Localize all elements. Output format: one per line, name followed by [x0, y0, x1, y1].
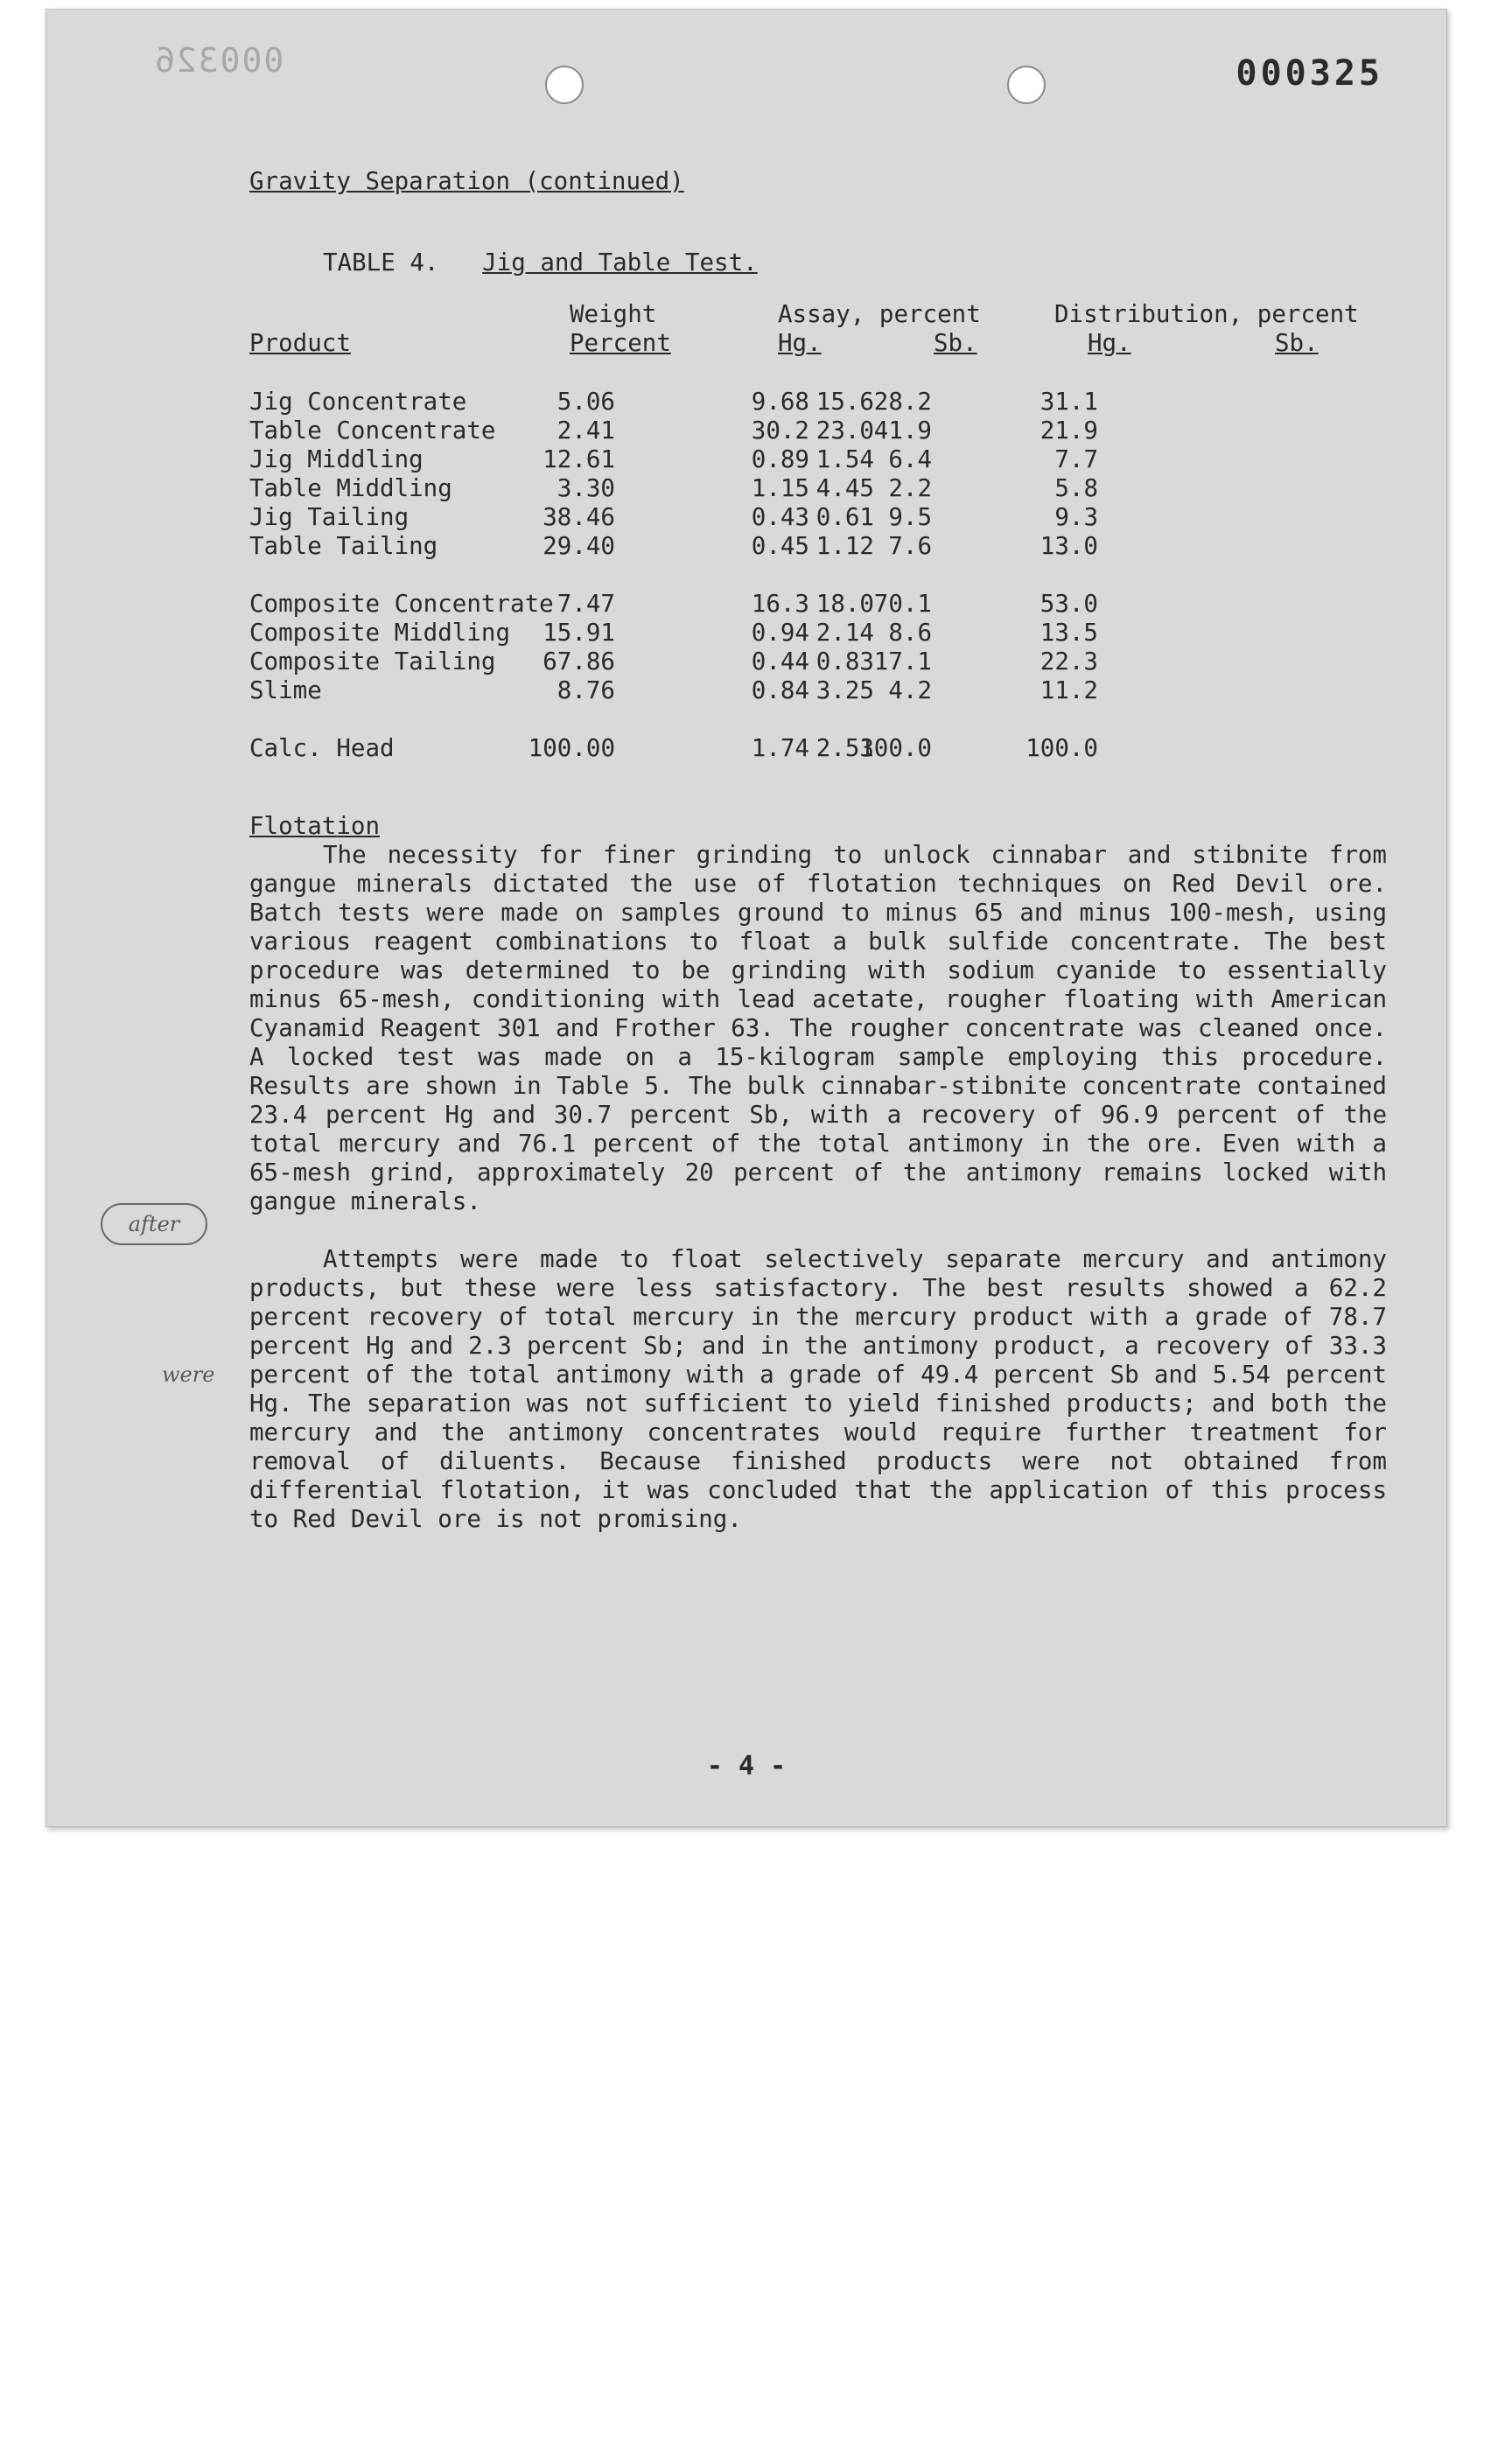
page-content — [249, 167, 1387, 1534]
header-dist-hg: Hg. — [1088, 329, 1131, 357]
document-page — [46, 9, 1447, 1827]
header-dist-sb: Sb. — [1275, 329, 1319, 357]
table-row — [249, 503, 1387, 532]
section-title: Gravity Separation (continued) — [249, 167, 684, 195]
table-row — [249, 619, 1387, 648]
cell-weight-percent: 12.61 — [542, 445, 615, 473]
cell-assay-hg: 0.44 — [751, 648, 809, 676]
cell-distribution-hg: 17.1 — [873, 648, 932, 676]
cell-assay-hg: 0.89 — [751, 445, 809, 473]
cell-assay-hg: 0.94 — [751, 619, 809, 647]
table-body — [249, 388, 1387, 763]
header-distribution: Distribution, percent — [1054, 300, 1359, 328]
table-row — [249, 416, 1387, 445]
cell-product: Table Middling — [249, 474, 452, 502]
cell-distribution-sb: 11.2 — [1040, 676, 1098, 704]
cell-product: Table Tailing — [249, 532, 438, 560]
cell-assay-sb: 2.53 — [816, 734, 874, 762]
cell-product: Table Concentrate — [249, 416, 496, 444]
cell-distribution-sb: 7.7 — [1054, 445, 1098, 473]
cell-assay-hg: 30.2 — [751, 416, 809, 444]
handwritten-note-were: were — [162, 1362, 215, 1387]
flotation-paragraph-1: The necessity for finer grinding to unlock cinnabar and stibnite from gangue minerals dictated the use of flotation techniques on Red Devil ore. Batch tests were made on samples ground to minus 65 and minus 100-mesh, using various reagent combinations to float a bulk sulfide concentrate. The best procedure was determined to be grinding with sodium cyanide to essentially minus 65-mesh, conditioning with lead acetate, rougher floating with American Cyanamid Reagent 301 and Frother 63. The rougher concentrate was cleaned once. A locked test was made on a 15-kilogram sample employing this procedure. Results are shown in Table 5. The bulk cinnabar-stibnite concentrate contained 23.4 percent Hg and 30.7 percent Sb, with a recovery of 96.9 percent of the total mercury and 76.1 percent of the total antimony in the ore. Even with a 65-mesh grind, approximately 20 percent of the antimony remains locked with gangue minerals. — [249, 841, 1387, 1215]
cell-product: Composite Middling — [249, 619, 511, 647]
cell-distribution-hg: 8.6 — [888, 619, 932, 647]
cell-weight-percent: 67.86 — [542, 648, 615, 676]
cell-distribution-sb: 5.8 — [1054, 474, 1098, 502]
cell-assay-hg: 0.45 — [751, 532, 809, 560]
cell-assay-sb: 3.25 — [816, 676, 874, 704]
cell-distribution-hg: 41.9 — [873, 416, 932, 444]
flotation-paragraph-2: Attempts were made to float selectively separate mercury and antimony products, but these were less satisfactory. The best results showed a 62.2 percent recovery of total mercury in the mercury product with a grade of 78.7 percent Hg and 2.3 percent Sb; and in the antimony product, a recovery of 33.3 percent of the total antimony with a grade of 49.4 percent Sb and 5.54 percent Hg. The separation was not sufficient to yield finished products; and both the mercury and the antimony concentrates would require further treatment for removal of diluents. Because finished products were not obtained from differential flotation, it was concluded that the application of this process to Red Devil ore is not promising. — [249, 1245, 1387, 1533]
cell-distribution-sb: 13.0 — [1040, 532, 1098, 560]
cell-assay-sb: 15.6 — [816, 388, 874, 416]
header-assay-hg: Hg. — [778, 329, 822, 357]
table-label: TABLE 4. — [323, 248, 439, 276]
cell-product: Jig Middling — [249, 445, 424, 473]
table-row — [249, 445, 1387, 474]
cell-distribution-sb: 21.9 — [1040, 416, 1098, 444]
cell-weight-percent: 8.76 — [556, 676, 615, 704]
cell-distribution-hg: 4.2 — [888, 676, 932, 704]
cell-assay-hg: 1.15 — [751, 474, 809, 502]
row-spacer — [249, 561, 1387, 590]
table-title: Jig and Table Test. — [482, 248, 758, 276]
header-assay: Assay, percent — [778, 300, 981, 328]
handwritten-note-after: after — [101, 1203, 207, 1245]
cell-weight-percent: 29.40 — [542, 532, 615, 560]
cell-weight-percent: 2.41 — [556, 416, 615, 444]
cell-distribution-hg: 70.1 — [873, 590, 932, 618]
cell-product: Jig Concentrate — [249, 388, 467, 416]
table-row — [249, 388, 1387, 416]
cell-distribution-hg: 6.4 — [888, 445, 932, 473]
table-row — [249, 676, 1387, 705]
table-row — [249, 734, 1387, 763]
cell-assay-hg: 0.43 — [751, 503, 809, 531]
table-row — [249, 648, 1387, 676]
cell-distribution-hg: 7.6 — [888, 532, 932, 560]
cell-assay-hg: 9.68 — [751, 388, 809, 416]
cell-product: Composite Tailing — [249, 648, 496, 676]
flotation-title: Flotation — [249, 812, 381, 840]
cell-weight-percent: 38.46 — [542, 503, 615, 531]
cell-distribution-sb: 100.0 — [1026, 734, 1098, 762]
cell-distribution-sb: 31.1 — [1040, 388, 1098, 416]
header-weight: Weight — [570, 300, 657, 328]
cell-distribution-hg: 28.2 — [873, 388, 932, 416]
document-number: 000325 — [1236, 53, 1383, 94]
cell-weight-percent: 5.06 — [556, 388, 615, 416]
cell-assay-sb: 23.0 — [816, 416, 874, 444]
cell-product: Jig Tailing — [249, 503, 410, 531]
cell-distribution-sb: 53.0 — [1040, 590, 1098, 618]
cell-distribution-hg: 9.5 — [888, 503, 932, 531]
cell-weight-percent: 7.47 — [556, 590, 615, 618]
cell-assay-sb: 2.14 — [816, 619, 874, 647]
cell-distribution-hg: 100.0 — [859, 734, 932, 762]
table-header — [249, 300, 1387, 361]
cell-weight-percent: 15.91 — [542, 619, 615, 647]
cell-product: Slime — [249, 676, 322, 704]
punch-hole-right — [1007, 66, 1046, 104]
cell-assay-hg: 0.84 — [751, 676, 809, 704]
table-row — [249, 590, 1387, 619]
cell-assay-sb: 18.0 — [816, 590, 874, 618]
cell-assay-sb: 4.45 — [816, 474, 874, 502]
table-row — [249, 532, 1387, 561]
cell-distribution-hg: 2.2 — [888, 474, 932, 502]
cell-product: Composite Concentrate — [249, 590, 554, 618]
cell-assay-sb: 0.61 — [816, 503, 874, 531]
page-number: - 4 - — [706, 1751, 787, 1782]
table-row — [249, 474, 1387, 503]
punch-hole-left — [545, 66, 584, 104]
cell-assay-sb: 1.12 — [816, 532, 874, 560]
cell-assay-sb: 1.54 — [816, 445, 874, 473]
cell-distribution-sb: 9.3 — [1054, 503, 1098, 531]
cell-assay-hg: 16.3 — [751, 590, 809, 618]
header-product: Product — [249, 329, 351, 357]
cell-weight-percent: 3.30 — [556, 474, 615, 502]
cell-product: Calc. Head — [249, 734, 395, 762]
table-caption — [323, 248, 1387, 277]
bleed-through-number: 000326 — [153, 41, 284, 80]
cell-distribution-sb: 13.5 — [1040, 619, 1098, 647]
cell-assay-sb: 0.83 — [816, 648, 874, 676]
cell-distribution-sb: 22.3 — [1040, 648, 1098, 676]
cell-assay-hg: 1.74 — [751, 734, 809, 762]
header-assay-sb: Sb. — [934, 329, 977, 357]
row-spacer — [249, 705, 1387, 734]
cell-weight-percent: 100.00 — [528, 734, 615, 762]
header-percent: Percent — [570, 329, 671, 357]
